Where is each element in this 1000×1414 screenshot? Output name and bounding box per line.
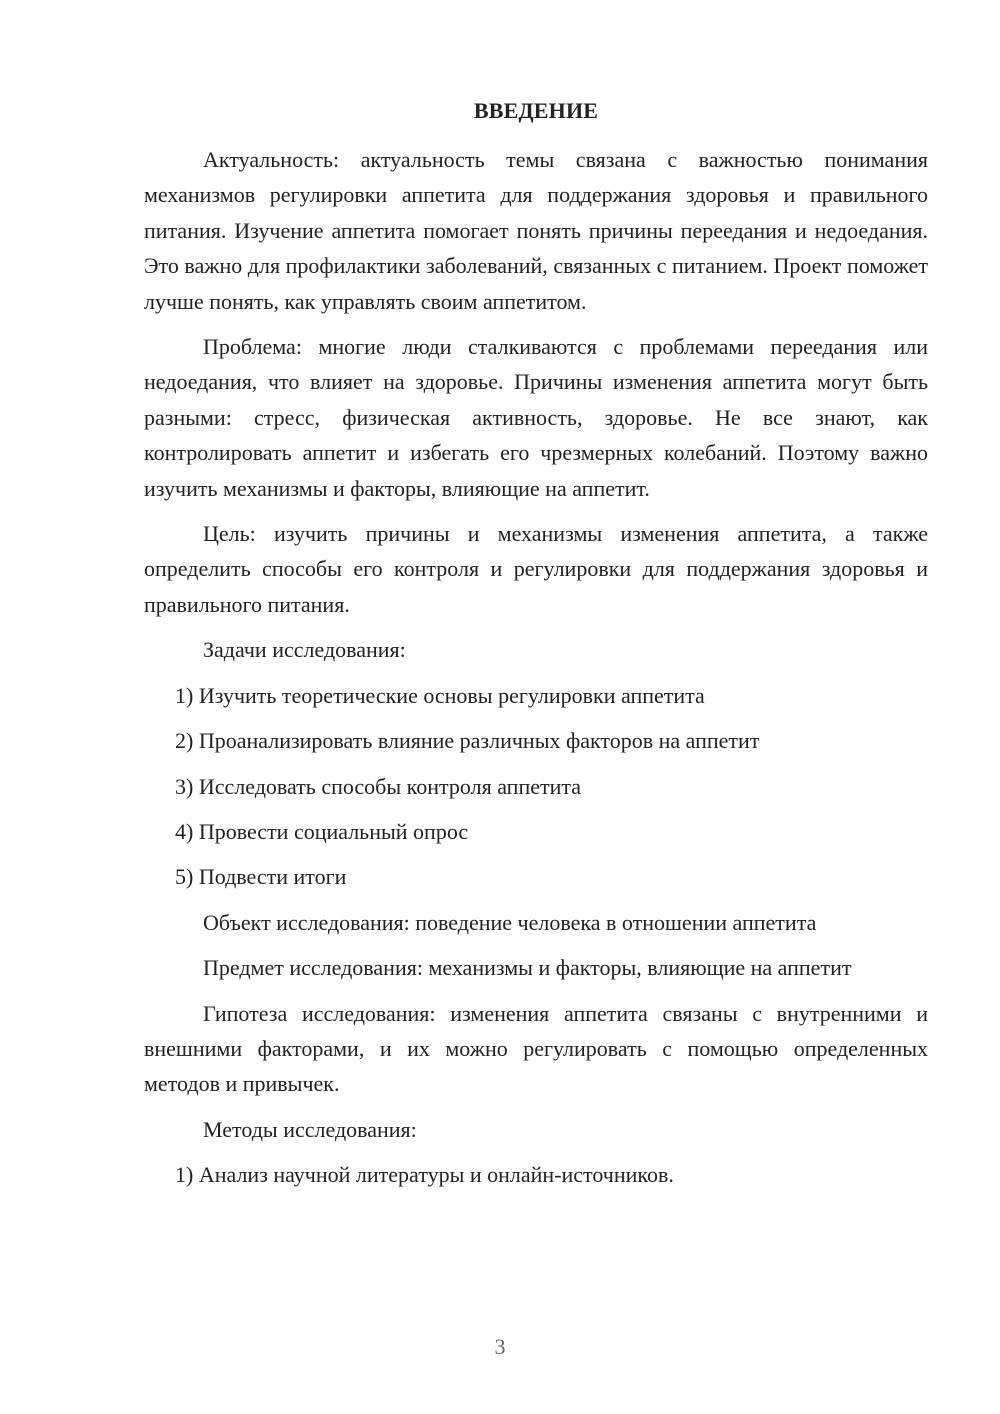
goal-paragraph: Цель: изучить причины и механизмы изменения аппетита, а также определить способы его контроля и регулировки для поддержания здоровья и правильного питания. — [144, 521, 928, 617]
tasks-heading: Задачи исследования: — [203, 637, 406, 663]
relevance-paragraph: Актуальность: актуальность темы связана с важностью понимания механизмов регулировки аппетита для поддержания здоровья и правильного питания. Изучение аппетита помогает понять причины переедания и недоедания. Это важно для профилактики заболеваний, связанных с питанием. Проект поможет лучше понять, как управлять своим аппетитом. — [144, 147, 928, 314]
task-item-4: 4) Провести социальный опрос — [175, 818, 469, 844]
method-item-1: 1) Анализ научной литературы и онлайн-источников. — [175, 1162, 674, 1188]
hypothesis-paragraph: Гипотеза исследования: изменения аппетита связаны с внутренними и внешними факторами, и их можно регулировать с помощью определенных методов и привычек. — [144, 1000, 928, 1097]
task-item-5: 5) Подвести итоги — [175, 864, 347, 890]
document-page — [144, 96, 928, 1203]
object-paragraph: Объект исследования: поведение человека в отношении аппетита — [203, 909, 817, 935]
task-item-2: 2) Проанализировать влияние различных факторов на аппетит — [175, 728, 760, 754]
page-number: 3 — [494, 1334, 506, 1359]
task-item-3: 3) Исследовать способы контроля аппетита — [175, 773, 582, 799]
page-title: ВВЕДЕНИЕ — [473, 98, 599, 123]
methods-heading: Методы исследования: — [203, 1116, 417, 1142]
task-item-1: 1) Изучить теоретические основы регулировки аппетита — [175, 682, 705, 708]
problem-paragraph: Проблема: многие люди сталкиваются с проблемами переедания или недоедания, что влияет на здоровье. Причины изменения аппетита могут быть разными: стресс, физическая активность, здоровье. Не все знают, как контролировать аппетит и избегать его чрезмерных колебаний. Поэтому важно изучить механизмы и факторы, влияющие на аппетит. — [144, 334, 928, 501]
subject-paragraph: Предмет исследования: механизмы и факторы, влияющие на аппетит — [203, 955, 852, 981]
